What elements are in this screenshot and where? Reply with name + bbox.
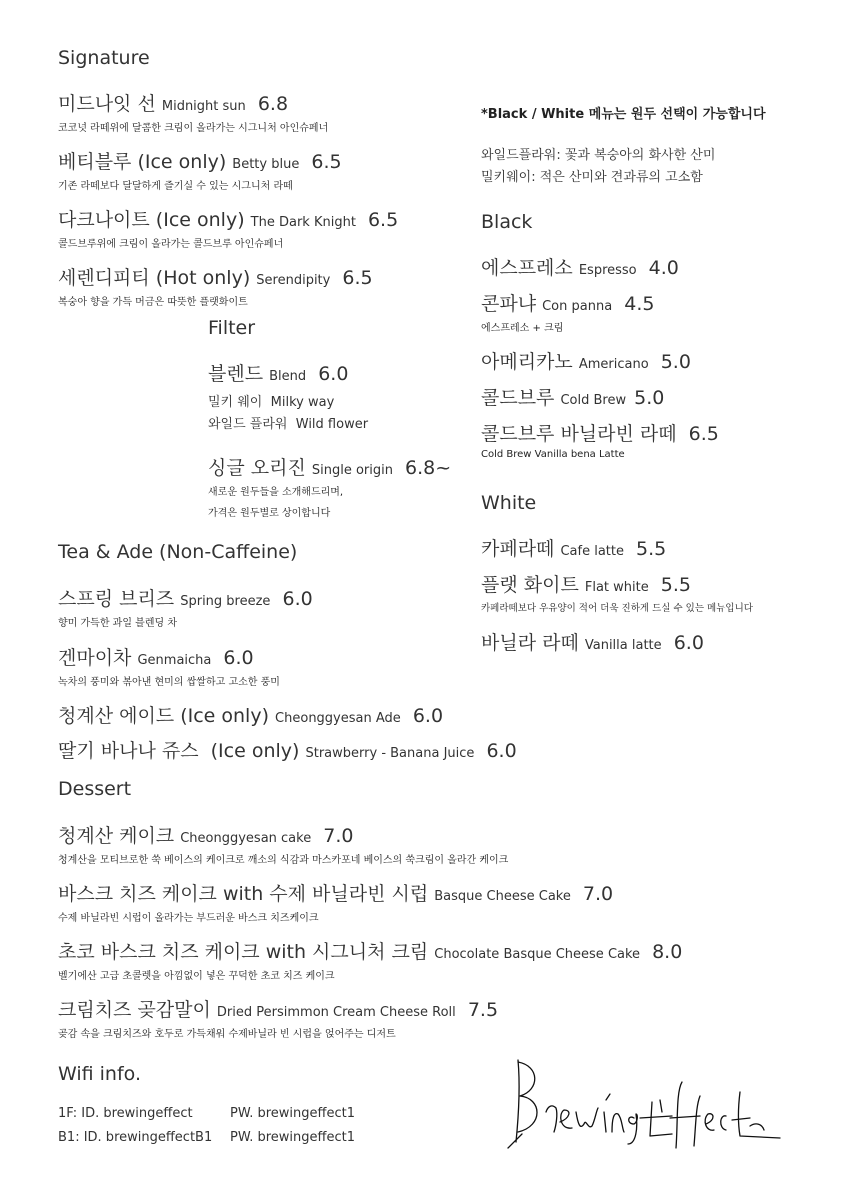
item-name-ko: 세렌디피티 (Hot only): [58, 267, 251, 289]
tea-title: Tea & Ade (Non-Caffeine): [58, 541, 298, 563]
item-name-en: Single origin: [311, 463, 393, 478]
menu-item-cafe-latte: [481, 534, 666, 561]
item-description: 카페라떼보다 우유양이 적어 더욱 진하게 드실 수 있는 메뉴입니다: [481, 603, 753, 614]
item-price: 6.0: [486, 740, 517, 762]
item-price: 7.0: [582, 883, 614, 905]
menu-item-vanilla-latte: [481, 628, 704, 655]
item-price: 6.0: [223, 647, 254, 669]
item-price: 6.5: [367, 209, 399, 231]
item-name-ko: 싱글 오리진: [208, 457, 306, 479]
item-name-en: Cafe latte: [560, 544, 624, 559]
item-price: 6.0: [673, 632, 704, 654]
item-name-ko: 스프링 브리즈: [58, 588, 175, 610]
item-description: 새로운 원두들을 소개해드리며,: [208, 487, 344, 498]
menu-item-blend: [208, 359, 348, 386]
menu-item-cold-brew: [481, 383, 664, 410]
item-name-ko: 아메리카노: [481, 351, 573, 373]
item-description: 곶감 속을 크림치즈와 호두로 가득채워 수제바닐라 빈 시럽을 얹어주는 디저트: [58, 1029, 396, 1040]
item-name-en: Cheonggyesan Ade: [275, 711, 401, 726]
menu-item-basque-cheese-cake: [58, 879, 613, 906]
dessert-title: Dessert: [58, 778, 132, 800]
filter-title: Filter: [208, 317, 256, 339]
item-name-ko: 바닐라 라떼: [481, 632, 579, 654]
menu-item-strawberry-banana: [58, 736, 517, 763]
item-name-en: Strawberry - Banana Juice: [305, 746, 475, 761]
black-title: Black: [481, 211, 533, 233]
item-name-en: Espresso: [578, 263, 637, 278]
bean-note: 와일드플라워: 꽃과 복숭아의 화사한 산미: [481, 148, 716, 163]
item-name-en: Americano: [578, 357, 649, 372]
menu-item-chocolate-basque: [58, 937, 682, 964]
item-name-ko: 크림치즈 곶감말이: [58, 999, 211, 1021]
item-name-en: The Dark Knight: [250, 215, 356, 230]
wifi-password: PW. brewingeffect1: [230, 1106, 355, 1121]
item-name-ko: 다크나이트 (Ice only): [58, 209, 245, 231]
item-description: 코코넛 라떼위에 달콤한 크림이 올라가는 시그니처 아인슈페너: [58, 123, 329, 134]
signature-title: Signature: [58, 47, 150, 69]
item-price: 6.0: [318, 363, 349, 385]
wifi-row: [58, 1106, 378, 1121]
wifi-id: 1F: ID. brewingeffect: [58, 1106, 193, 1121]
item-name-ko: 플랫 화이트: [481, 574, 579, 596]
bean-note: 밀키웨이: 적은 산미와 견과류의 고소함: [481, 170, 703, 185]
item-name-ko: 초코 바스크 치즈 케이크 with 시그니처 크림: [58, 941, 429, 963]
item-price: 6.8: [257, 93, 289, 115]
item-name-ko: 청계산 에이드 (Ice only): [58, 705, 269, 727]
option-name-en: Wild flower: [295, 417, 369, 432]
item-price: 8.0: [652, 941, 683, 963]
item-price: 4.0: [648, 257, 679, 279]
item-price: 6.5: [342, 267, 373, 289]
menu-item-espresso: [481, 253, 679, 280]
item-price: 6.0: [282, 588, 313, 610]
blend-option: [208, 413, 368, 432]
item-name-en: Betty blue: [232, 157, 300, 172]
item-name-ko: 카페라떼: [481, 538, 555, 560]
wifi-title: Wifi info.: [58, 1063, 141, 1085]
item-price: 5.5: [636, 538, 667, 560]
item-price: 6.5: [311, 151, 342, 173]
item-price: 7.5: [467, 999, 499, 1021]
item-description: 콜드브루위에 크림이 올라가는 콜드브루 아인슈페너: [58, 239, 284, 250]
menu-item-con-panna: [481, 289, 654, 316]
item-description: 수제 바닐라빈 시럽이 올라가는 부드러운 바스크 치즈케이크: [58, 913, 319, 924]
menu-item-serendipity: [58, 263, 373, 290]
item-name-en: Blend: [269, 369, 307, 384]
item-name-ko: 콜드브루 바닐라빈 라떼: [481, 423, 677, 445]
menu-item-cheonggyesan-ade: [58, 701, 443, 728]
item-name-en: Basque Cheese Cake: [434, 889, 571, 904]
item-price: 6.5: [688, 423, 719, 445]
item-name-en: Spring breeze: [180, 594, 271, 609]
item-name-en: Vanilla latte: [584, 638, 662, 653]
bean-selection-notice: *Black / White 메뉴는 원두 선택이 가능합니다: [481, 107, 766, 122]
item-name-ko: 딸기 바나나 쥬스 (Ice only): [58, 740, 300, 762]
option-name-en: Milky way: [270, 395, 335, 410]
item-name-en: Dried Persimmon Cream Cheese Roll: [216, 1005, 456, 1020]
item-name-ko: 겐마이차: [58, 647, 132, 669]
item-description: 에스프레소 + 크림: [481, 323, 564, 334]
item-name-en: Cheonggyesan cake: [180, 831, 312, 846]
item-name-en: Flat white: [584, 580, 649, 595]
menu-item-cheonggyesan-cake: [58, 821, 353, 848]
brewing-effect-logo: [500, 1052, 790, 1152]
menu-item-midnight-sun: [58, 89, 288, 116]
item-name-ko: 청계산 케이크: [58, 825, 175, 847]
item-name-en: Chocolate Basque Cheese Cake: [434, 947, 641, 962]
item-price: 5.0: [634, 387, 665, 409]
item-name-ko: 에스프레소: [481, 257, 573, 279]
item-price: 6.8~: [405, 457, 452, 479]
item-price: 5.0: [660, 351, 691, 373]
item-description: 기존 라떼보다 달달하게 즐기실 수 있는 시그니처 라떼: [58, 181, 293, 192]
signature-logo-icon: [500, 1052, 790, 1152]
item-price: 4.5: [624, 293, 655, 315]
menu-item-betty-blue: [58, 147, 342, 174]
item-name-en: Con panna: [542, 299, 613, 314]
item-name-ko: 콜드브루: [481, 387, 555, 409]
menu-item-genmaicha: [58, 643, 254, 670]
item-description: 향미 가득한 과일 블렌딩 차: [58, 618, 177, 629]
item-name-en: Genmaicha: [137, 653, 212, 668]
item-description: 벨기에산 고급 초콜렛을 아낌없이 넣은 꾸덕한 초코 치즈 케이크: [58, 971, 335, 982]
wifi-row: [58, 1130, 378, 1145]
item-name-ko: 바스크 치즈 케이크 with 수제 바닐라빈 시럽: [58, 883, 429, 905]
item-name-en: Midnight sun: [161, 99, 246, 114]
item-description: 가격은 원두별로 상이합니다: [208, 508, 331, 519]
wifi-password: PW. brewingeffect1: [230, 1130, 355, 1145]
white-title: White: [481, 492, 537, 514]
menu-item-spring-breeze: [58, 584, 313, 611]
blend-option: [208, 391, 334, 410]
menu-item-dark-knight: [58, 205, 398, 232]
option-name-ko: 밀키 웨이: [208, 395, 263, 410]
item-name-en: Cold Brew: [560, 393, 627, 408]
menu-item-persimmon-roll: [58, 995, 498, 1022]
item-name-ko: 콘파냐: [481, 293, 537, 315]
item-description: 녹차의 풍미와 볶아낸 현미의 쌉쌀하고 고소한 풍미: [58, 677, 280, 688]
item-name-ko: 베티블루 (Ice only): [58, 151, 227, 173]
item-description: 청계산을 모티브로한 쑥 베이스의 케이크로 깨소의 식감과 마스카포네 베이스의 쑥크림이 올라간 케이크: [58, 855, 509, 866]
menu-item-flat-white: [481, 570, 691, 597]
item-name-ko: 미드나잇 선: [58, 93, 156, 115]
item-price: 7.0: [323, 825, 354, 847]
menu-item-single-origin: [208, 453, 451, 480]
item-description: Cold Brew Vanilla bena Latte: [481, 449, 625, 460]
menu-item-cold-brew-vanilla-latte: [481, 419, 719, 446]
item-name-ko: 블렌드: [208, 363, 264, 385]
item-name-en: Serendipity: [256, 273, 331, 288]
wifi-id: B1: ID. brewingeffectB1: [58, 1130, 213, 1145]
item-price: 6.0: [412, 705, 444, 727]
item-description: 복숭아 향을 가득 머금은 따뜻한 플랫화이트: [58, 297, 248, 308]
option-name-ko: 와일드 플라워: [208, 417, 288, 432]
menu-item-americano: [481, 347, 691, 374]
item-price: 5.5: [660, 574, 691, 596]
